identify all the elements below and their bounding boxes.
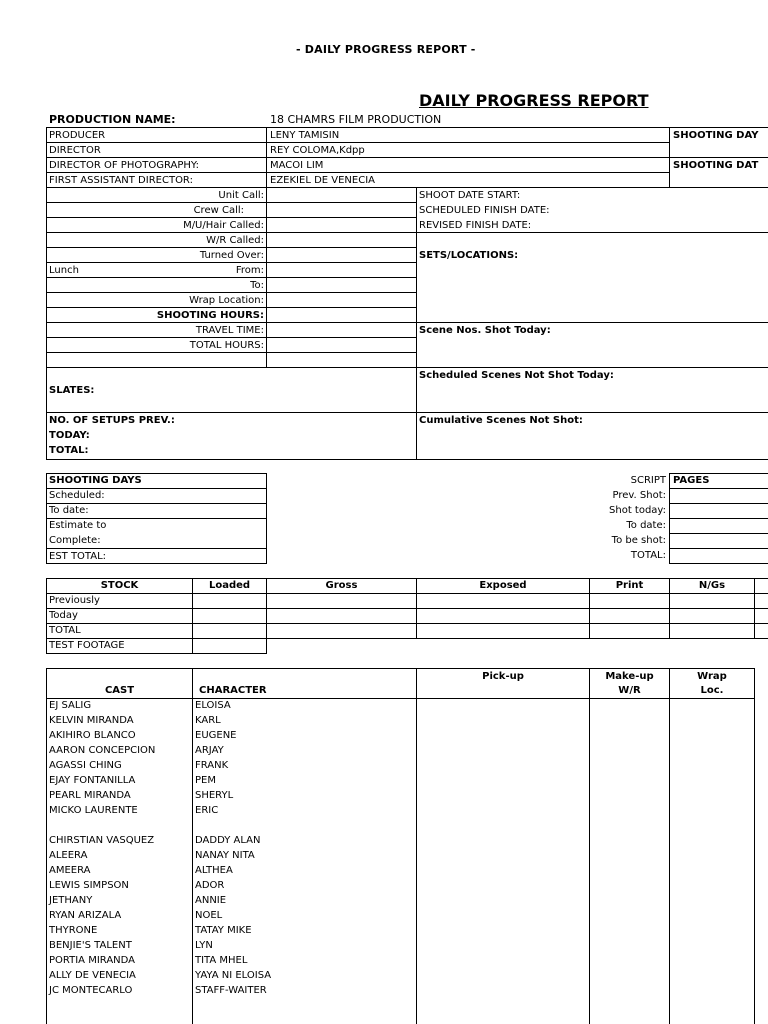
setups-total-label: TOTAL:: [49, 445, 89, 456]
scheduled-not-shot-label: Scheduled Scenes Not Shot Today:: [419, 370, 614, 381]
wr-called-label: W/R Called:: [206, 235, 264, 246]
character-name: STAFF-WAITER: [195, 985, 267, 996]
production-name-label: PRODUCTION NAME:: [49, 113, 176, 126]
character-name: ANNIE: [195, 895, 227, 906]
crew-dop-label: DIRECTOR OF PHOTOGRAPHY:: [49, 160, 200, 171]
script-label: SCRIPT: [630, 475, 666, 486]
character-name: PEM: [195, 775, 216, 786]
cast-name: RYAN ARIZALA: [49, 910, 122, 921]
shooting-date-label: SHOOTING DAT: [673, 160, 759, 171]
print-header: Print: [615, 580, 644, 591]
stock-header: STOCK: [100, 580, 139, 591]
cast-name: MICKO LAURENTE: [49, 805, 138, 816]
top-title: - DAILY PROGRESS REPORT -: [296, 43, 476, 56]
scene-nos-shot-label: Scene Nos. Shot Today:: [419, 325, 551, 336]
script-shot-today-label: Shot today:: [609, 505, 666, 516]
cast-name: BENJIE'S TALENT: [49, 940, 132, 951]
unit-call-label: Unit Call:: [218, 190, 264, 201]
cast-name: THYRONE: [49, 925, 98, 936]
lunch-from-label: From:: [235, 265, 264, 276]
character-name: YAYA NI ELOISA: [195, 970, 272, 981]
shoot-date-start-label: SHOOT DATE START:: [419, 190, 521, 201]
sets-locations-label: SETS/LOCATIONS:: [419, 250, 519, 261]
shooting-day-label: SHOOTING DAY: [673, 130, 759, 141]
crew-first-ad-value: EZEKIEL DE VENECIA: [270, 175, 375, 186]
character-name: ADOR: [195, 880, 225, 891]
wrap-header: Wrap: [697, 671, 727, 682]
production-name-value: 18 CHAMRS FILM PRODUCTION: [270, 113, 442, 126]
shooting-days-complete-label: Complete:: [49, 535, 101, 546]
setups-today-label: TODAY:: [49, 430, 90, 441]
cast-name: LEWIS SIMPSON: [49, 880, 129, 891]
cast-name: PEARL MIRANDA: [49, 790, 131, 801]
script-to-date-label: To date:: [626, 520, 666, 531]
cast-name: KELVIN MIRANDA: [49, 715, 134, 726]
script-total-label: TOTAL:: [630, 550, 666, 561]
stock-row-previously: Previously: [49, 595, 100, 606]
crew-director-label: DIRECTOR: [49, 145, 101, 156]
character-name: SHERYL: [195, 790, 234, 801]
shooting-days-estimate-label: Estimate to: [49, 520, 107, 531]
ngs-header: N/Gs: [698, 580, 726, 591]
crew-first-ad-label: FIRST ASSISTANT DIRECTOR:: [49, 175, 193, 186]
revised-finish-date-label: REVISED FINISH DATE:: [419, 220, 532, 231]
crew-dop-value: MACOI LIM: [270, 160, 324, 171]
pickup-header: Pick-up: [482, 671, 524, 682]
shooting-days-est-total-label: EST TOTAL:: [49, 551, 107, 562]
turned-over-label: Turned Over:: [199, 250, 264, 261]
cast-name: PORTIA MIRANDA: [49, 955, 136, 966]
cast-name: AKIHIRO BLANCO: [49, 730, 136, 741]
shooting-days-scheduled-label: Scheduled:: [49, 490, 105, 501]
crew-producer-value: LENY TAMISIN: [270, 130, 340, 141]
makeup-wr-header: W/R: [618, 685, 641, 696]
main-title: DAILY PROGRESS REPORT: [419, 91, 649, 110]
cast-name: CHIRSTIAN VASQUEZ: [49, 835, 155, 846]
character-name: ERIC: [195, 805, 219, 816]
makeup-header: Make-up: [605, 671, 654, 682]
character-name: ALTHEA: [195, 865, 233, 876]
mu-hair-called-label: M/U/Hair Called:: [183, 220, 264, 231]
cast-name: JETHANY: [49, 895, 93, 906]
character-name: TATAY MIKE: [195, 925, 252, 936]
crew-producer-label: PRODUCER: [49, 130, 106, 141]
character-name: NOEL: [195, 910, 223, 921]
wrap-location-label: Wrap Location:: [189, 295, 264, 306]
setups-prev-label: NO. OF SETUPS PREV.:: [49, 415, 175, 426]
cast-name: ALEERA: [49, 850, 88, 861]
script-to-be-shot-label: To be shot:: [611, 535, 666, 546]
cast-name: EJ SALIG: [49, 700, 92, 711]
character-name: KARL: [195, 715, 221, 726]
loaded-header: Loaded: [208, 580, 251, 591]
total-hours-label: TOTAL HOURS:: [189, 340, 264, 351]
character-name: TITA MHEL: [195, 955, 248, 966]
shooting-days-title: SHOOTING DAYS: [49, 475, 142, 486]
shooting-days-to-date-label: To date:: [49, 505, 89, 516]
cast-name: AARON CONCEPCION: [49, 745, 156, 756]
cumulative-not-shot-label: Cumulative Scenes Not Shot:: [419, 415, 583, 426]
character-name: LYN: [195, 940, 213, 951]
scheduled-finish-date-label: SCHEDULED FINISH DATE:: [419, 205, 550, 216]
cast-name: EJAY FONTANILLA: [49, 775, 136, 786]
exposed-header: Exposed: [479, 580, 527, 591]
script-pages-label: PAGES: [673, 475, 710, 486]
character-name: EUGENE: [195, 730, 237, 741]
crew-call-label: Crew Call:: [193, 205, 244, 216]
character-name: NANAY NITA: [195, 850, 255, 861]
cast-name: AGASSI CHING: [49, 760, 122, 771]
cast-name: ALLY DE VENECIA: [49, 970, 136, 981]
cast-header: CAST: [104, 685, 135, 696]
slates-label: SLATES:: [49, 385, 95, 396]
stock-row-total: TOTAL: [49, 625, 81, 636]
character-name: DADDY ALAN: [195, 835, 261, 846]
character-name: FRANK: [195, 760, 229, 771]
cast-name: AMEERA: [49, 865, 91, 876]
character-name: ELOISA: [195, 700, 231, 711]
travel-time-label: TRAVEL TIME:: [195, 325, 264, 336]
gross-header: Gross: [325, 580, 358, 591]
stock-row-today: Today: [49, 610, 78, 621]
cast-name: JC MONTECARLO: [49, 985, 133, 996]
lunch-to-label: To:: [250, 280, 264, 291]
script-prev-shot-label: Prev. Shot:: [612, 490, 666, 501]
character-header: CHARACTER: [199, 685, 267, 696]
lunch-label: Lunch: [49, 265, 79, 276]
character-name: ARJAY: [195, 745, 224, 756]
crew-director-value: REY COLOMA,Kdpp: [270, 145, 365, 156]
wrap-loc-header: Loc.: [700, 685, 724, 696]
shooting-hours-label: SHOOTING HOURS:: [156, 310, 264, 321]
stock-row-test-footage: TEST FOOTAGE: [49, 640, 125, 651]
